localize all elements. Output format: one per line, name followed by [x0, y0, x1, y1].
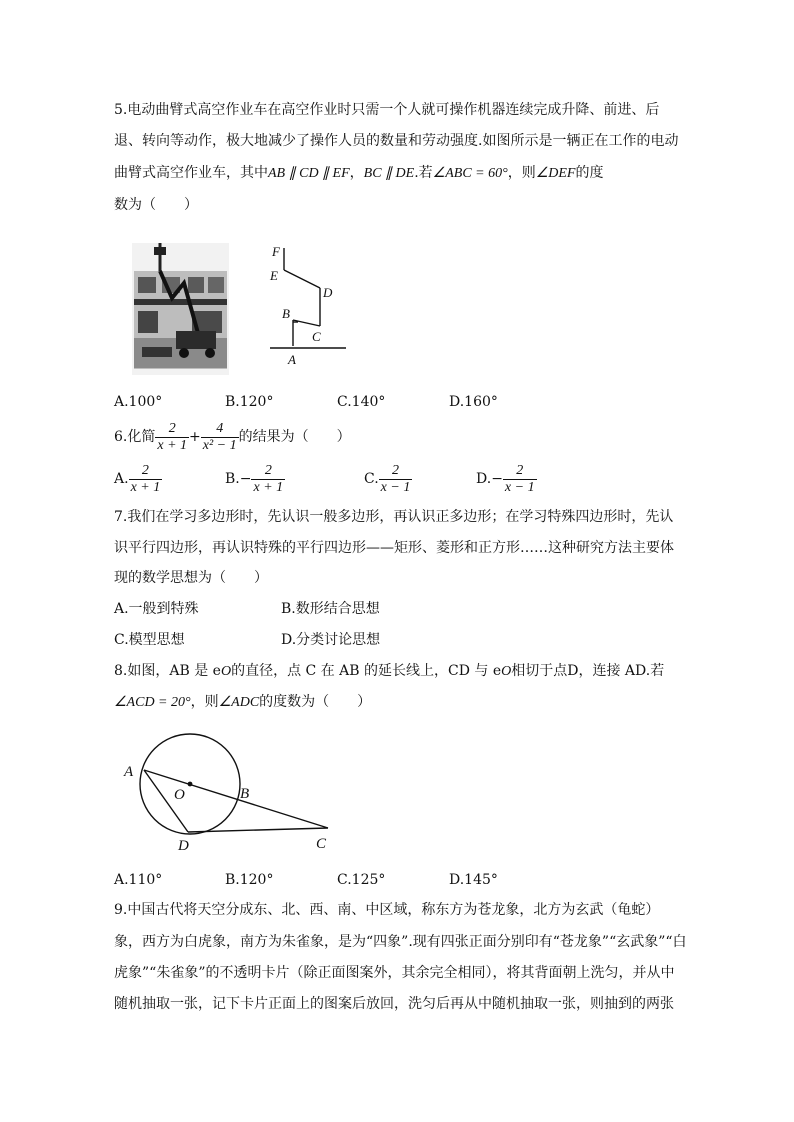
- q6-option-b: [225, 460, 285, 498]
- q9-line-1: 9.中国古代将天空分成东、北、西、南、中区域，称东方为苍龙象，北方为玄武（龟蛇）: [114, 902, 660, 918]
- fraction-numerator: 2: [141, 462, 149, 478]
- q5-option-d: D.160°: [449, 394, 498, 410]
- q6-option-a: [114, 460, 162, 498]
- q6-option-c: [364, 460, 412, 498]
- option-sign: −: [239, 471, 252, 487]
- q5-line-1: 5.电动曲臂式高空作业车在高空作业时只需一个人就可操作机器连续完成升降、前进、后: [114, 102, 660, 118]
- q5-text: 曲臂式高空作业车，其中: [114, 165, 268, 181]
- q8-text: 8.如图，AB 是 e: [114, 663, 221, 679]
- q8-line-1: [114, 661, 664, 682]
- option-label: B.: [225, 471, 240, 487]
- fraction-denominator: x² − 1: [202, 437, 237, 453]
- fraction-numerator: 2: [516, 462, 524, 478]
- option-sign: −: [491, 471, 503, 487]
- q7-line-1: 7.我们在学习多边形时，先认识一般多边形，再认识正多边形；在学习特殊四边形时，先认: [114, 509, 674, 525]
- q5-line-2: 退、转向等动作，极大地减少了操作人员的数量和劳动强度.如图所示是一辆正在工作的电动: [114, 133, 679, 149]
- point-label-d: D: [323, 285, 333, 300]
- q5-arm-diagram: [266, 240, 348, 372]
- q5-text: ，: [349, 165, 364, 181]
- option-label: C.: [364, 471, 379, 487]
- q9-line-2: 象，西方为白虎象，南方为朱雀象，是为“四象”.现有四张正面分别印有“苍龙象”“玄武象”“白: [114, 934, 687, 950]
- q8-line-2: [114, 692, 371, 713]
- q5-text: ，则: [507, 165, 536, 181]
- q8-math: O: [220, 664, 232, 679]
- q7-option-d: D.分类讨论思想: [281, 632, 381, 648]
- point-label-b: B: [282, 306, 290, 321]
- q6-fraction-1: [155, 421, 189, 454]
- q9-line-3: 虎象”“朱雀象”的不透明卡片（除正面图案外，其余完全相同），将其背面朝上洗匀，并从中: [114, 965, 675, 981]
- option-fraction: [379, 463, 413, 496]
- fraction-denominator: x − 1: [504, 479, 535, 495]
- q5-text: .若: [414, 165, 433, 181]
- point-label-c: C: [312, 329, 321, 344]
- q6-stem: [114, 418, 351, 456]
- point-label-d: D: [178, 838, 189, 854]
- option-label: A.: [114, 471, 129, 487]
- option-fraction: [251, 463, 285, 496]
- q8-text: ，则: [190, 694, 219, 710]
- point-label-b: B: [240, 786, 250, 802]
- q5-text: 的度: [575, 165, 604, 181]
- q6-fraction-2: [201, 421, 239, 454]
- q7-line-3: 现的数学思想为（ ）: [114, 570, 268, 586]
- q5-math: AB ∥ CD ∥ EF: [268, 166, 350, 181]
- option-fraction: [129, 463, 163, 496]
- q5-option-a: A.100°: [114, 394, 163, 410]
- point-label-o: O: [174, 787, 185, 803]
- q8-text: 的度数为（ ）: [259, 694, 372, 710]
- q6-prefix: 6.化简: [114, 429, 156, 445]
- q7-option-c: C.模型思想: [114, 632, 185, 648]
- q7-option-a: A.一般到特殊: [114, 601, 199, 617]
- q8-option-c: C.125°: [337, 872, 386, 888]
- q8-text: 的直径，点 C 在 AB 的延长线上，CD 与 e: [231, 663, 502, 679]
- q6-suffix: 的结果为（ ）: [238, 429, 351, 445]
- plus-sign: +: [189, 429, 201, 445]
- aerial-work-truck-photo: [132, 243, 229, 375]
- fraction-denominator: x − 1: [380, 479, 411, 495]
- q5-math: BC ∥ DE: [363, 166, 415, 181]
- q6-option-d: [476, 460, 537, 498]
- q5-math: ∠DEF: [535, 166, 576, 181]
- q8-option-a: A.110°: [114, 872, 163, 888]
- q5-line-3: [114, 163, 603, 184]
- q8-math: ∠ADC: [218, 695, 260, 710]
- fraction-denominator: x + 1: [157, 437, 188, 453]
- q8-math: O: [501, 664, 512, 679]
- q5-line-4: 数为（ ）: [114, 197, 198, 213]
- q8-text: 相切于点D，连接 AD.若: [511, 663, 665, 679]
- point-label-f: F: [272, 244, 280, 259]
- fraction-numerator: 2: [264, 462, 272, 478]
- option-fraction: [503, 463, 537, 496]
- fraction-numerator: 4: [216, 420, 224, 436]
- q5-option-c: C.140°: [337, 394, 386, 410]
- fraction-denominator: x + 1: [253, 479, 284, 495]
- fraction-numerator: 2: [392, 462, 399, 478]
- fraction-denominator: x + 1: [130, 479, 161, 495]
- q7-line-2: 识平行四边形，再认识特殊的平行四边形——矩形、菱形和正方形……这种研究方法主要体: [114, 540, 674, 556]
- point-label-c: C: [316, 836, 327, 852]
- q5-option-b: B.120°: [225, 394, 274, 410]
- option-label: D.: [476, 471, 492, 487]
- q9-line-4: 随机抽取一张，记下卡片正面上的图案后放回，洗匀后再从中随机抽取一张，则抽到的两张: [114, 996, 674, 1012]
- point-label-a: A: [124, 764, 134, 780]
- q5-math: ∠ABC = 60°: [432, 166, 508, 181]
- q8-option-d: D.145°: [449, 872, 498, 888]
- q8-circle-diagram: [116, 732, 336, 854]
- point-label-a: A: [288, 352, 296, 367]
- q8-math: ∠ACD = 20°: [114, 695, 191, 710]
- fraction-numerator: 2: [168, 420, 176, 436]
- point-label-e: E: [270, 268, 278, 283]
- q8-option-b: B.120°: [225, 872, 274, 888]
- q7-option-b: B.数形结合思想: [281, 601, 380, 617]
